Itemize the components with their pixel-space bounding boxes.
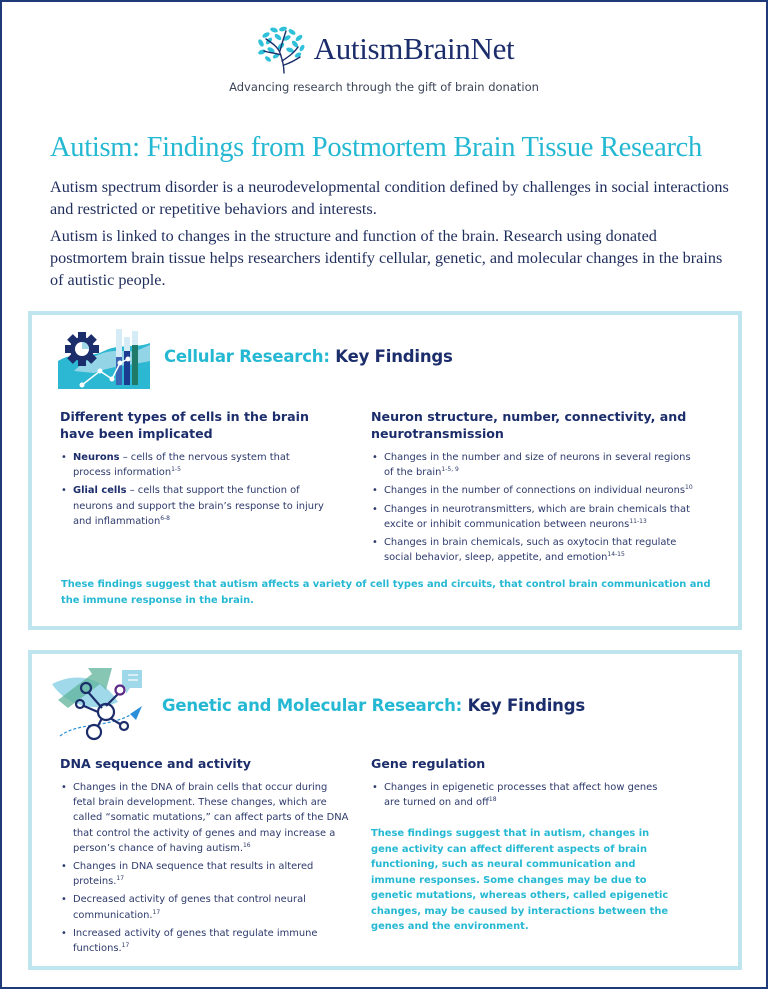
reference-marker: 1-5 [171, 466, 181, 474]
item-text: Changes in epigenetic processes that affect how genes are turned on and off [384, 782, 658, 809]
reference-marker: 11-13 [629, 517, 647, 525]
brand-name-suffix: Net [470, 31, 515, 66]
list-item [60, 450, 330, 480]
reference-marker: 18 [488, 796, 497, 804]
item-term: Glial cells [73, 485, 127, 497]
list-item [60, 926, 350, 956]
findings-list [60, 450, 330, 529]
findings-column [60, 755, 350, 959]
reference-marker: 17 [152, 908, 161, 916]
list-item [371, 502, 701, 532]
reference-marker: 17 [121, 942, 130, 950]
findings-list [371, 780, 661, 810]
list-item [371, 450, 701, 480]
section-title-strong: Key Findings [335, 346, 453, 366]
findings-column [371, 755, 661, 813]
molecule-network-icon [48, 662, 154, 742]
column-heading: Neuron structure, number, connectivity, and neurotransmission [371, 409, 687, 441]
brand-name-primary: AutismBrain [313, 31, 471, 66]
item-text: Changes in brain chemicals, such as oxytocin that regulate social behavior, sleep, appetite, and emotion [384, 537, 677, 564]
item-text: Changes in DNA sequence that results in altered proteins. [73, 861, 314, 888]
brain-tree-logo-icon [254, 23, 310, 75]
item-text: Changes in neurotransmitters, which are brain chemicals that excite or inhibit communication between neurons [384, 503, 690, 530]
reference-marker: 16 [242, 841, 251, 849]
item-text: Increased activity of genes that regulate immune functions. [73, 927, 318, 955]
header [0, 22, 768, 94]
list-item [60, 859, 350, 889]
list-item [60, 483, 330, 529]
section-title [164, 347, 453, 366]
genetic-molecular-research-section [28, 650, 742, 970]
logo [0, 22, 768, 76]
column-heading: DNA sequence and activity [60, 756, 251, 771]
findings-column [371, 408, 701, 568]
section-title-light: Cellular Research: [164, 346, 330, 366]
brand-name [314, 31, 515, 67]
list-item [371, 780, 661, 810]
item-text: Changes in the DNA of brain cells that occur during fetal brain development. These changes, which are called “somatic mutations,” can affect parts of the DNA that control the activity of genes and may increase a person’s chance of having autism. [73, 782, 349, 854]
section-title [162, 696, 585, 715]
section-header [54, 321, 453, 391]
reference-marker: 17 [116, 875, 125, 883]
item-text: – cells that support the function of neurons and support the brain’s response to injury and inflammation [73, 485, 324, 527]
reference-marker: 10 [685, 484, 693, 492]
column-heading: Different types of cells in the brain have been implicated [60, 409, 309, 441]
tagline: Advancing research through the gift of brain donation [229, 80, 539, 94]
column-heading: Gene regulation [371, 756, 486, 771]
reference-marker: 1-5, 9 [441, 466, 459, 474]
findings-list [60, 780, 350, 956]
item-term: Neurons [73, 452, 120, 463]
list-item [60, 892, 350, 922]
findings-list [371, 450, 701, 565]
section-title-strong: Key Findings [467, 695, 585, 715]
section-conclusion: These findings suggest that autism affects a variety of cell types and circuits, that control brain communication and the immune response in the brain. [61, 579, 711, 606]
item-text: Changes in the number and size of neurons in several regions of the brain [384, 452, 691, 479]
reference-marker: 6-8 [160, 514, 171, 522]
page-title: Autism: Findings from Postmortem Brain Tissue Research [50, 132, 702, 163]
section-header [48, 662, 585, 742]
item-text: – cells of the nervous system that process information [73, 452, 290, 479]
item-text: Changes in the number of connections on individual neurons [384, 485, 685, 497]
cellular-research-section [28, 311, 742, 630]
list-item [371, 483, 701, 498]
reference-marker: 14-15 [607, 551, 625, 559]
list-item [60, 780, 350, 856]
intro-paragraph: Autism is linked to changes in the structure and function of the brain. Research using donated postmortem brain tissue helps researchers identify cellular, genetic, and molecular changes in the brains of autistic people. [50, 227, 723, 289]
gear-chart-icon [54, 321, 154, 391]
item-text: Decreased activity of genes that control neural communication. [73, 894, 306, 921]
intro-paragraph: Autism spectrum disorder is a neurodevelopmental condition defined by challenges in social interactions and restricted or repetitive behaviors and interests. [50, 178, 729, 218]
section-conclusion: These findings suggest that in autism, changes in gene activity can affect different aspects of brain functioning, such as neural communication and immune responses. Some changes may be due to genetic mutations, whereas others, called epigenetic changes, may be caused by interactions between the genes and the environment. [371, 828, 669, 932]
findings-column [60, 408, 330, 532]
list-item [371, 535, 701, 565]
section-title-light: Genetic and Molecular Research: [162, 695, 463, 715]
